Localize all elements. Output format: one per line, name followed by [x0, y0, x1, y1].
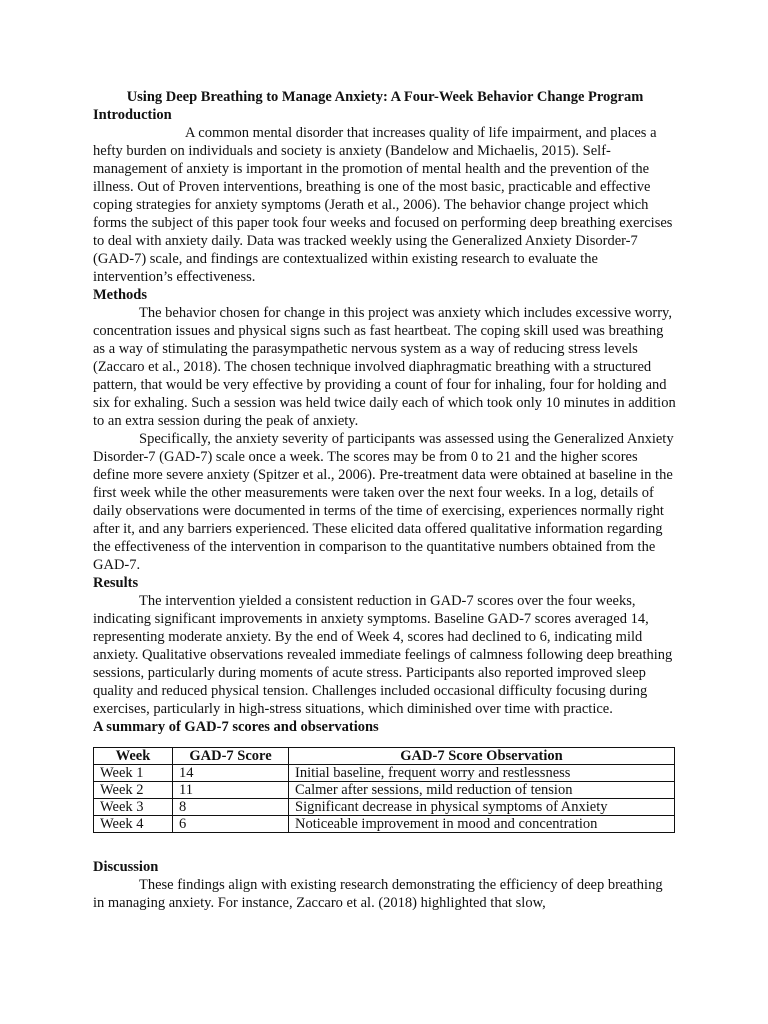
table-cell-observation: Initial baseline, frequent worry and restlessness: [289, 765, 675, 782]
table-cell-score: 14: [173, 765, 289, 782]
results-paragraph: The intervention yielded a consistent reduction in GAD-7 scores over the four weeks, indicating significant improvements in anxiety symptoms. Baseline GAD-7 scores averaged 14, representing moderate anxiety. By the end of Week 4, scores had declined to 6, indicating mild anxiety. Qualitative observations revealed immediate feelings of calmness following deep breathing sessions, particularly during moments of acute stress. Participants also reported improved sleep quality and reduced physical tension. Challenges included occasional difficulty focusing during exercises, particularly in high-stress situations, which diminished over time with practice.: [93, 593, 673, 717]
table-cell-score: 11: [173, 782, 289, 799]
heading-discussion: Discussion: [93, 859, 159, 875]
gad7-table: [93, 747, 675, 833]
table-row: [94, 816, 675, 833]
table-header-row: [94, 748, 675, 765]
table-row: [94, 765, 675, 782]
table-row: [94, 799, 675, 816]
methods-paragraph-2: Specifically, the anxiety severity of participants was assessed using the Generalized Anxiety Disorder-7 (GAD-7) scale once a week. The scores may be from 0 to 21 and the higher scores define more severe anxiety (Spitzer et al., 2006). Pre-treatment data were obtained at baseline in the first week while the other measurements were taken over the next four weeks. In a log, details of daily observations were documented in terms of the time of exercising, experiences normally right after it, and any barriers experienced. These elicited data offered qualitative information regarding the effectiveness of the intervention in comparison to the quantitative numbers obtained from the GAD-7.: [93, 431, 674, 573]
table-cell-score: 6: [173, 816, 289, 833]
table-cell-observation: Calmer after sessions, mild reduction of tension: [289, 782, 675, 799]
discussion-paragraph: These findings align with existing research demonstrating the efficiency of deep breathing in managing anxiety. For instance, Zaccaro et al. (2018) highlighted that slow,: [93, 877, 663, 911]
introduction-paragraph: A common mental disorder that increases quality of life impairment, and places a hefty burden on individuals and society is anxiety (Bandelow and Michaelis, 2015). Self-management of anxiety is important in the promotion of mental health and the prevention of the illness. Out of Proven interventions, breathing is one of the most basic, practicable and effective coping strategies for anxiety symptoms (Jerath et al., 2006). The behavior change project which forms the subject of this paper took four weeks and focused on performing deep breathing exercises to deal with anxiety daily. Data was tracked weekly using the Generalized Anxiety Disorder-7 (GAD-7) scale, and findings are contextualized within existing research to evaluate the intervention’s effectiveness.: [93, 125, 673, 285]
table-header-observation: GAD-7 Score Observation: [289, 748, 675, 765]
heading-methods: Methods: [93, 287, 147, 303]
table-cell-score: 8: [173, 799, 289, 816]
heading-results: Results: [93, 575, 139, 591]
table-cell-week: Week 1: [94, 765, 173, 782]
document-page: [93, 88, 677, 912]
table-cell-week: Week 4: [94, 816, 173, 833]
table-header-week: Week: [94, 748, 173, 765]
table-header-score: GAD-7 Score: [173, 748, 289, 765]
table-caption: A summary of GAD-7 scores and observations: [93, 719, 379, 735]
document-title: Using Deep Breathing to Manage Anxiety: A Four-Week Behavior Change Program: [126, 89, 644, 105]
table-cell-observation: Noticeable improvement in mood and concentration: [289, 816, 675, 833]
table-cell-observation: Significant decrease in physical symptoms of Anxiety: [289, 799, 675, 816]
table-cell-week: Week 2: [94, 782, 173, 799]
table-cell-week: Week 3: [94, 799, 173, 816]
heading-introduction: Introduction: [93, 107, 172, 123]
methods-paragraph-1: The behavior chosen for change in this project was anxiety which includes excessive worry, concentration issues and physical signs such as fast heartbeat. The coping skill used was breathing as a way of stimulating the parasympathetic nervous system as a way of reducing stress levels (Zaccaro et al., 2018). The chosen technique involved diaphragmatic breathing with a structured pattern, that would be very effective by providing a count of four for inhaling, four for holding and six for exhaling. Such a session was held twice daily each of which took only 10 minutes in addition to an extra session during the peak of anxiety.: [93, 305, 676, 429]
table-row: [94, 782, 675, 799]
